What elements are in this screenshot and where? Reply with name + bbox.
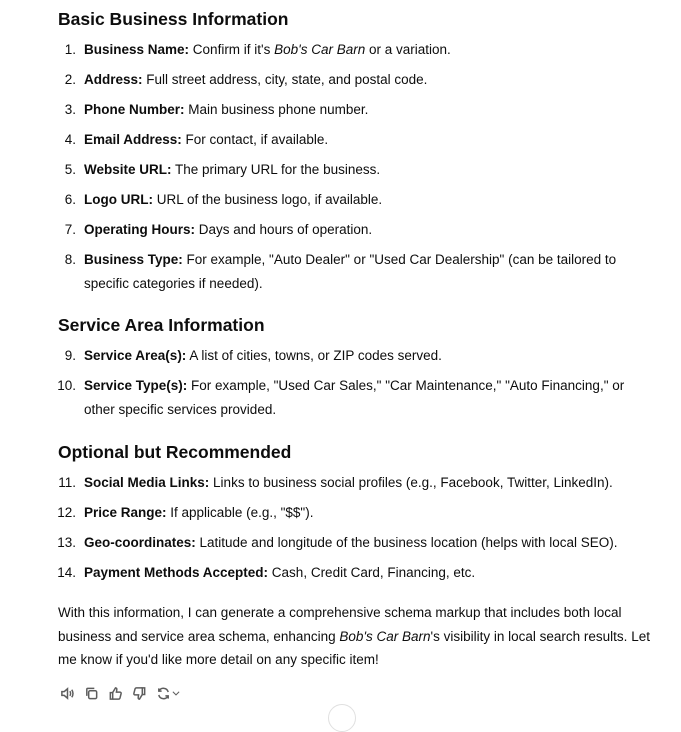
list-item: 8. Business Type: For example, "Auto Dealer" or "Used Car Dealership" (can be tailored to specific categories if needed).	[64, 252, 617, 291]
list-optional	[58, 471, 658, 591]
section-heading-optional: Optional but Recommended	[58, 442, 292, 462]
list-item: 2. Address: Full street address, city, state, and postal code.	[64, 72, 428, 87]
list-item: 4. Email Address: For contact, if available.	[64, 132, 329, 147]
read-aloud-button[interactable]	[58, 684, 76, 702]
thumbs-down-icon	[132, 686, 147, 701]
list-service-area	[58, 344, 658, 428]
thumbs-up-icon	[108, 686, 123, 701]
list-item: 7. Operating Hours: Days and hours of operation.	[64, 222, 373, 237]
chevron-down-icon	[171, 688, 181, 698]
list-item: 13. Geo-coordinates: Latitude and longitude of the business location (helps with local SEO).	[57, 535, 618, 550]
message-actions	[58, 684, 182, 702]
section-heading-service-area: Service Area Information	[58, 315, 265, 335]
copy-icon	[84, 686, 99, 701]
list-item: 12. Price Range: If applicable (e.g., "$$").	[57, 505, 314, 520]
bad-response-button[interactable]	[130, 684, 148, 702]
list-item: 3. Phone Number: Main business phone number.	[64, 102, 369, 117]
list-item: 9. Service Area(s): A list of cities, towns, or ZIP codes served.	[64, 348, 442, 363]
good-response-button[interactable]	[106, 684, 124, 702]
list-item: 10. Service Type(s): For example, "Used Car Sales," "Car Maintenance," "Auto Financing," or other specific services provided.	[57, 378, 625, 417]
list-item: 5. Website URL: The primary URL for the business.	[64, 162, 381, 177]
list-basic	[58, 38, 658, 302]
scroll-down-button[interactable]	[328, 704, 356, 732]
speaker-icon	[60, 686, 75, 701]
list-item: 6. Logo URL: URL of the business logo, if available.	[64, 192, 383, 207]
list-item: 14. Payment Methods Accepted: Cash, Credit Card, Financing, etc.	[57, 565, 476, 580]
copy-button[interactable]	[82, 684, 100, 702]
list-item: 1. Business Name: Confirm if it's Bob's Car Barn or a variation.	[64, 42, 451, 57]
list-item: 11. Social Media Links: Links to business social profiles (e.g., Facebook, Twitter, LinkedIn).	[58, 475, 613, 490]
closing-paragraph: With this information, I can generate a comprehensive schema markup that includes both local business and service area schema, enhancing Bob's Car Barn's visibility in local search results. Let me know if you'd like more detail on any specific item!	[58, 605, 650, 667]
regenerate-button[interactable]	[154, 684, 182, 702]
section-heading-basic: Basic Business Information	[58, 9, 289, 29]
refresh-icon	[156, 686, 171, 701]
